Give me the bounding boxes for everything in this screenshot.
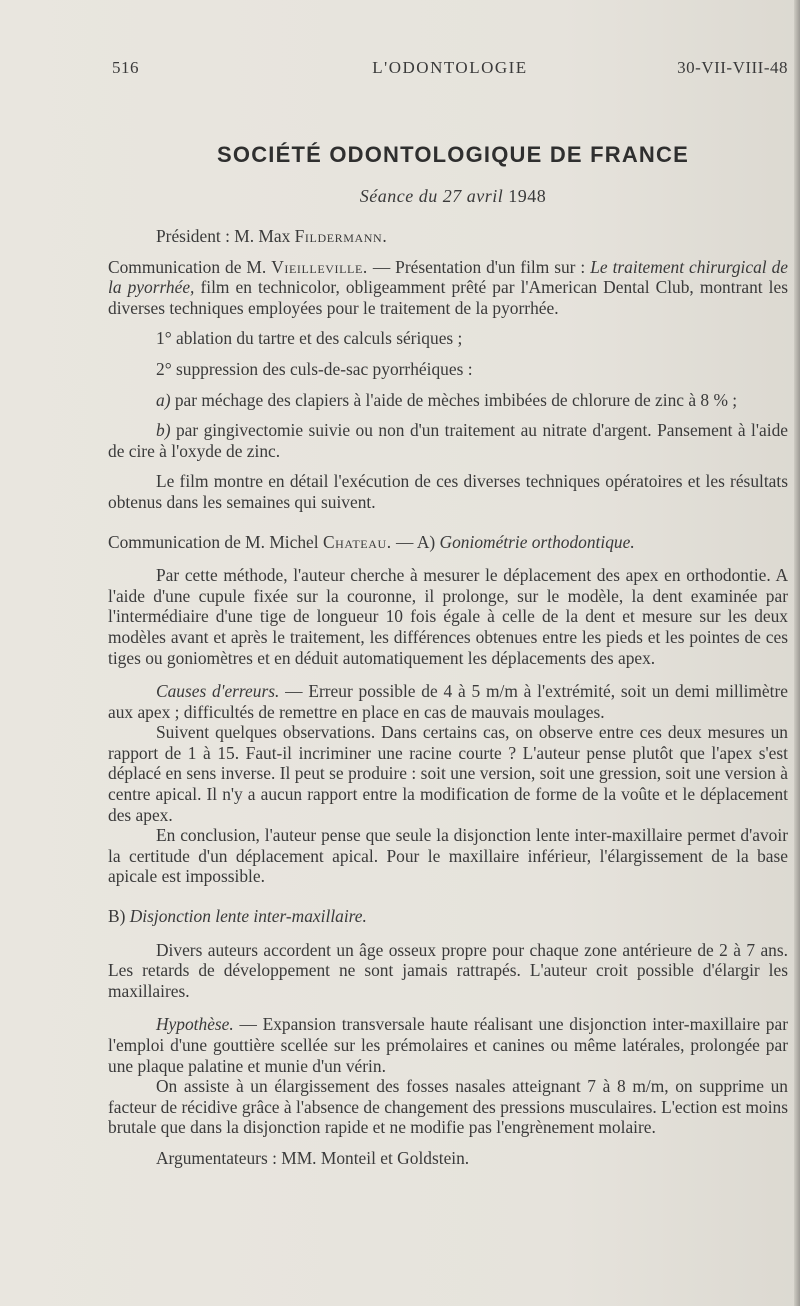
page-number: 516 [112,58,139,77]
comm1-intro: Communication de M. [108,256,267,277]
comm2-topic-b [108,906,788,927]
comm2-para-7: On assiste à un élargissement des fosses nasales atteignant 7 à 8 m/m, on supprime un facteur de récidive grâce à l'absence de changement des pressions musculaires. L'ection est moins brutale que dans la disjonction rapide et ne modifie pas l'engrènement molaire. [108,1076,788,1138]
communication-2 [108,532,788,553]
journal-title: L'ODONTOLOGIE [372,58,528,77]
item-a-text: par méchage des clapiers à l'aide de mèches imbibées de chlorure de zinc à 8 % ; [170,389,738,410]
errors-label: Causes d'erreurs. [156,681,280,702]
comm1-item-1: 1° ablation du tartre et des calculs sériques ; [156,328,463,349]
issue-date: 30-VII-VIII-48 [677,58,788,77]
president-label: Président : M. Max [156,226,291,246]
topic-b-title: Disjonction lente inter-maxillaire. [129,906,367,927]
comm1-rest: film en technicolor, obligeamment prêté par l'American Dental Club, montrant les diverses techniques employées pour le traitement de la pyorrhée. [108,277,788,318]
comm1-dash: — Présentation d'un film sur : [367,256,591,277]
item-b-label: b) [156,420,171,441]
comm2-para-1: Par cette méthode, l'auteur cherche à mesurer le déplacement des apex en orthodontie. A l'aide d'une cupule fixée sur la couronne, il prolonge, sur le modèle, la dent examinée par l'intermédiaire d'une tige de longueur 10 fois égale à celle de la dent et mesure sur les deux modèles avant et après le traitement, les différences obtenues entre les pieds et les pointes de ces tiges ou goniomètres et en déduit automatiquement les déplacements des apex. [108,565,788,668]
comm2-para-5: Divers auteurs accordent un âge osseux propre pour chaque zone antérieure de 2 à 7 ans. Les retards de développement ne sont jamais rattrapés. L'auteur croit possible d'élargir les maxillaires. [108,939,788,1001]
hypothesis-text: — Expansion transversale haute réalisant une disjonction inter-maxillaire par l'emploi d'une gouttière scellée sur les prémolaires et canines ou même latérales, prolongée par une plaque palatine et munie d'un vérin. [108,1014,788,1076]
comm2-para-3: Suivent quelques observations. Dans certains cas, on observe entre ces deux mesures un rapport de 1 à 15. Faut-il incriminer une racine courte ? L'auteur pense plutôt que l'apex s'est déplacé en sens inverse. Il peut se produire : soit une version, soit une gression, soit une version à centre apical. Il n'y a aucun rapport entre la modification de forme de la voûte et le déplacement des apex. [108,722,788,825]
comm2-topic-a: Goniométrie orthodontique. [439,531,635,552]
article-title: SOCIÉTÉ ODONTOLOGIQUE DE FRANCE [217,142,689,167]
article-body [108,226,788,1169]
session-label: Séance du 27 avril [359,186,504,206]
hypothesis-label: Hypothèse. [156,1014,234,1035]
comm2-intro: Communication de M. Michel [108,531,319,552]
comm1-author: Vieilleville. [271,256,368,277]
comm2-dash: — A) [391,531,440,552]
item-b-text: par gingivectomie suivie ou non d'un traitement au nitrate d'argent. Pansement à l'aide de cire à l'oxyde de zinc. [108,420,788,461]
communication-1 [108,257,788,319]
session-line [0,186,800,207]
comm2-errors [108,681,788,722]
comm2-para-4: En conclusion, l'auteur pense que seule la disjonction lente inter-maxillaire permet d'avoir la certitude d'un déplacement apical. Pour le maxillaire inférieur, l'élargissement de la base apicale est impossible. [108,825,788,887]
running-head [112,58,788,82]
topic-b-label: B) [108,906,130,927]
session-year: 1948 [508,186,547,206]
comm1-item-b [108,420,788,461]
president-line [108,226,788,247]
comm1-film-title: Le traitement chirurgical de la pyorrhée, [108,256,789,298]
comm1-item-a [108,390,788,411]
comm1-conclusion: Le film montre en détail l'exécution de ces diverses techniques opératoires et les résultats obtenus dans les semaines qui suivent. [108,471,788,512]
item-a-label: a) [156,389,171,410]
discussants-line: Argumentateurs : MM. Monteil et Goldstein. [156,1147,470,1168]
errors-text: — Erreur possible de 4 à 5 m/m à l'extrémité, soit un demi millimètre aux apex ; difficultés de remettre en place en cas de mauvais moulages. [108,681,788,722]
comm2-hypothesis [108,1014,788,1076]
comm1-item-2: 2° suppression des culs-de-sac pyorrhéiques : [156,358,473,379]
president-name: Fildermann. [294,226,388,246]
comm2-author: Chateau. [322,531,392,552]
